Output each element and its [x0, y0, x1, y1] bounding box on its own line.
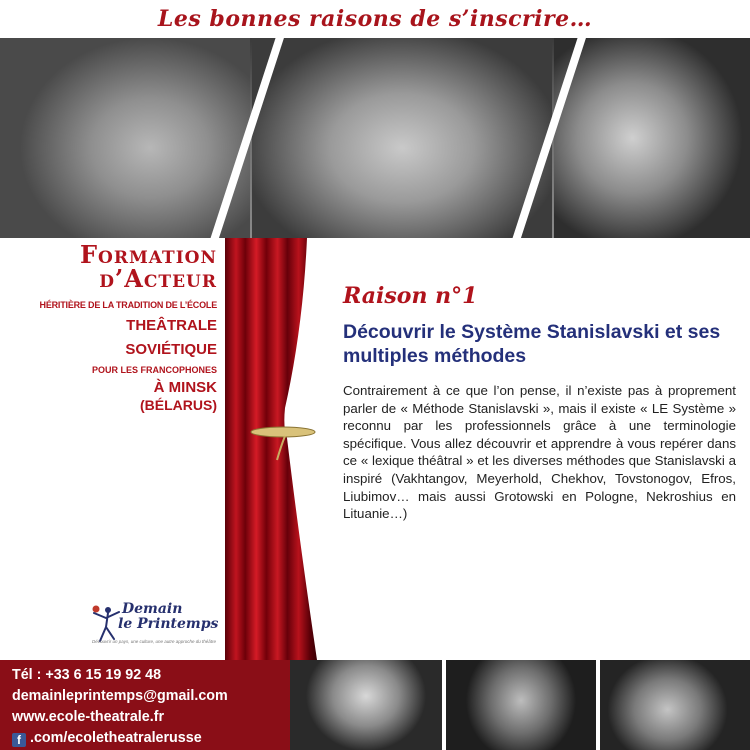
formation-line: HÉRITIÈRE DE LA TRADITION DE L’ÉCOLE [39, 300, 217, 310]
logo-tagline: Découvrir un pays, une culture, une autre approche du théâtre [91, 639, 217, 644]
demain-le-printemps-logo [84, 597, 224, 659]
formation-title-line2: d’Acteur [99, 264, 217, 293]
portrait-photo-2 [252, 38, 552, 238]
dancer-figure-icon [88, 603, 122, 643]
phone-number: Tél : +33 6 15 19 92 48 [12, 667, 162, 683]
footer-portrait-3 [600, 660, 750, 750]
raison-title: Raison n°1 [343, 283, 478, 309]
formation-line: POUR LES FRANCOPHONES [91, 365, 217, 375]
footer-portrait-1 [290, 660, 442, 750]
formation-line: À MINSK [153, 379, 217, 396]
formation-title-line1: Formation [79, 240, 217, 269]
portrait-photo-1 [0, 38, 250, 238]
logo-text-line1: Demain [122, 601, 183, 617]
facebook-link[interactable] [12, 728, 290, 749]
facebook-link-text: .com/ecoletheatralerusse [30, 730, 202, 746]
logo-text-line2: le Printemps [118, 616, 219, 632]
body-paragraph: Contrairement à ce que l’on pense, il n’existe pas à proprement parler de « Méthode Stanislavski », mais il existe « LE Système » reconnu par les professionnels grâce à une terminologie spécifique. Vous allez découvrir et apprendre à vous repérer dans ce « lexique théâtral » et les diverses méthodes que Stanislavski a inspiré (Vakhtangov, Meyerhold, Chekhov, Tovstonogov, Efros, Liubimov… mais aussi Grotowski en Pologne, Nekroshius en Lituanie…) [343, 383, 736, 522]
website-link[interactable]: www.ecole-theatrale.fr [12, 709, 165, 725]
facebook-icon: f [12, 733, 26, 747]
header-title: Les bonnes raisons de s’inscrire… [157, 6, 593, 32]
formation-line: THEÂTRALE [126, 317, 217, 334]
formation-line: (BÉLARUS) [140, 397, 217, 413]
portrait-photo-3 [554, 38, 750, 238]
contact-panel [0, 660, 290, 750]
photo-banner [0, 38, 750, 238]
email-link[interactable]: demainleprintemps@gmail.com [12, 688, 228, 704]
footer-portrait-2 [446, 660, 596, 750]
red-curtain-image [225, 238, 317, 660]
formation-line: SOVIÉTIQUE [125, 341, 217, 358]
section-subtitle: Découvrir le Système Stanislavski et ses multiples méthodes [343, 321, 721, 367]
